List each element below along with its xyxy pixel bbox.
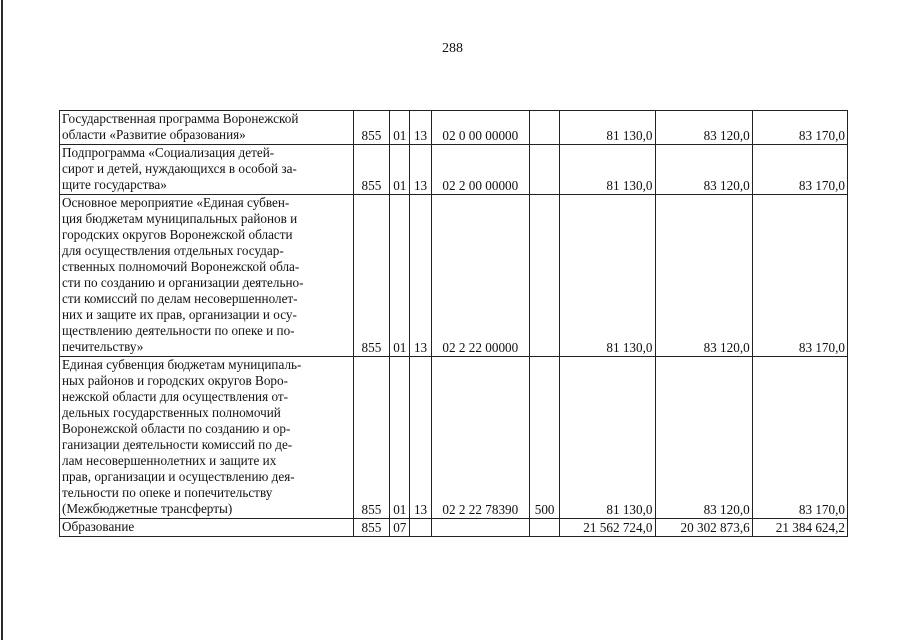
budget-table xyxy=(59,110,848,537)
cell-amount-year2: 20 302 873,6 xyxy=(655,519,752,537)
name-line: Основное мероприятие «Единая субвен- xyxy=(62,195,290,210)
name-line: Воронежской области по созданию и ор- xyxy=(62,421,291,436)
cell-amount-year2: 83 120,0 xyxy=(655,195,752,357)
name-line: нежской области для осуществления от- xyxy=(62,389,289,404)
cell-csr: 02 2 00 00000 xyxy=(431,145,529,195)
name-line: Единая субвенция бюджетам муниципаль- xyxy=(62,357,302,372)
table-row xyxy=(60,111,848,145)
cell-rz: 01 xyxy=(390,357,410,519)
name-line: сти по созданию и организации деятельно- xyxy=(62,275,304,290)
cell-rz: 01 xyxy=(390,195,410,357)
name-line: области «Развитие образования» xyxy=(62,127,246,142)
name-line: ных районов и городских округов Воро- xyxy=(62,373,289,388)
cell-amount-year1: 21 562 724,0 xyxy=(560,519,655,537)
table-row xyxy=(60,195,848,357)
table-row xyxy=(60,357,848,519)
cell-pr: 13 xyxy=(410,195,431,357)
cell-vr: 500 xyxy=(529,357,559,519)
name-line: лам несовершеннолетних и защите их xyxy=(62,453,277,468)
name-line: тельности по опеке и попечительству xyxy=(62,485,273,500)
name-line: Подпрограмма «Социализация детей- xyxy=(62,145,275,160)
cell-vr xyxy=(529,111,559,145)
cell-gr: 855 xyxy=(353,145,389,195)
cell-rz: 01 xyxy=(390,111,410,145)
cell-name xyxy=(60,519,354,537)
name-line: щите государства» xyxy=(62,177,167,192)
name-line: ществлению деятельности по опеке и по- xyxy=(62,323,295,338)
name-line: печительству» xyxy=(62,339,144,354)
cell-gr: 855 xyxy=(353,519,389,537)
cell-csr xyxy=(431,519,529,537)
cell-name xyxy=(60,145,354,195)
cell-amount-year3: 83 170,0 xyxy=(752,145,847,195)
cell-amount-year2: 83 120,0 xyxy=(655,357,752,519)
cell-rz: 07 xyxy=(390,519,410,537)
cell-pr xyxy=(410,519,431,537)
cell-name xyxy=(60,195,354,357)
cell-pr: 13 xyxy=(410,145,431,195)
name-line: прав, организации и осуществлению дея- xyxy=(62,469,295,484)
cell-amount-year1: 81 130,0 xyxy=(560,357,655,519)
cell-amount-year1: 81 130,0 xyxy=(560,195,655,357)
name-line: ганизации деятельности комиссий по де- xyxy=(62,437,293,452)
cell-csr: 02 2 22 78390 xyxy=(431,357,529,519)
cell-rz: 01 xyxy=(390,145,410,195)
cell-name xyxy=(60,111,354,145)
cell-amount-year1: 81 130,0 xyxy=(560,145,655,195)
name-line: ция бюджетам муниципальных районов и xyxy=(62,211,298,226)
scan-left-edge xyxy=(1,0,3,640)
cell-vr xyxy=(529,145,559,195)
cell-csr: 02 0 00 00000 xyxy=(431,111,529,145)
cell-amount-year3: 83 170,0 xyxy=(752,195,847,357)
name-line: ственных полномочий Воронежской обла- xyxy=(62,259,300,274)
name-line: (Межбюджетные трансферты) xyxy=(62,501,233,516)
cell-amount-year3: 21 384 624,2 xyxy=(752,519,847,537)
cell-vr xyxy=(529,519,559,537)
table-row xyxy=(60,145,848,195)
name-line: сирот и детей, нуждающихся в особой за- xyxy=(62,161,297,176)
table-row xyxy=(60,519,848,537)
cell-csr: 02 2 22 00000 xyxy=(431,195,529,357)
name-line: дельных государственных полномочий xyxy=(62,405,281,420)
cell-amount-year2: 83 120,0 xyxy=(655,111,752,145)
cell-amount-year2: 83 120,0 xyxy=(655,145,752,195)
cell-gr: 855 xyxy=(353,111,389,145)
cell-name xyxy=(60,357,354,519)
cell-gr: 855 xyxy=(353,357,389,519)
name-line: городских округов Воронежской области xyxy=(62,227,293,242)
cell-amount-year3: 83 170,0 xyxy=(752,111,847,145)
cell-vr xyxy=(529,195,559,357)
name-line: Государственная программа Воронежской xyxy=(62,111,299,126)
page-number: 288 xyxy=(442,41,463,56)
budget-table-body xyxy=(60,111,848,537)
cell-pr: 13 xyxy=(410,357,431,519)
name-line: сти комиссий по делам несовершеннолет- xyxy=(62,291,298,306)
cell-amount-year1: 81 130,0 xyxy=(560,111,655,145)
cell-amount-year3: 83 170,0 xyxy=(752,357,847,519)
name-line: Образование xyxy=(62,519,135,534)
cell-gr: 855 xyxy=(353,195,389,357)
cell-pr: 13 xyxy=(410,111,431,145)
name-line: них и защите их прав, организации и осу- xyxy=(62,307,297,322)
name-line: для осуществления отдельных государ- xyxy=(62,243,284,258)
